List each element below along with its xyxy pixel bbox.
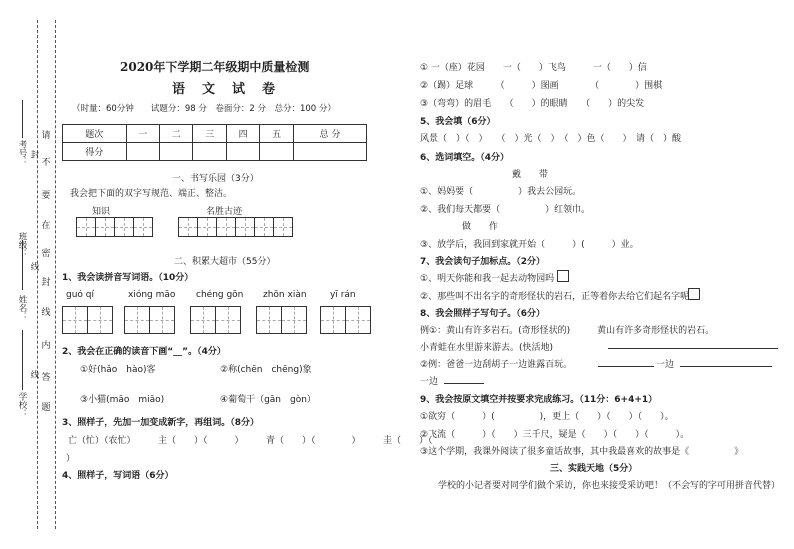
seal-char: 密 (41, 249, 51, 259)
score-cell[interactable] (293, 143, 366, 161)
pinyin-2: xióng māo (128, 290, 176, 300)
q6-sentence-1[interactable]: ①、妈妈要（ ）我去公园玩。 (420, 187, 582, 197)
binding-line-outer (37, 20, 38, 529)
q7-sentence-2: ②、那些叫不出名字的奇形怪状的岩石，正等着你去给它们起名字呢 (420, 292, 690, 302)
pinyin-answer-grid-3[interactable] (190, 306, 240, 334)
question-7: 7、我会读句子加标点。（2分） (420, 257, 546, 267)
seal-char: 要 (41, 191, 51, 201)
q2-item-1[interactable]: ①好(hǎo hào)客 (80, 365, 156, 375)
q8-example-2: 小青蛙在水里游来游去。(快活地) (420, 343, 554, 353)
section3-text: 学校的小记者要对同学们做个采访，你也来接受采访吧！（不会写的字可用拼音代替） (438, 481, 781, 491)
binding-line-inner (55, 20, 56, 529)
punctuation-box-1[interactable] (557, 270, 569, 282)
score-cell[interactable] (126, 143, 159, 161)
q9-sentence-3[interactable]: ③这个学期，我课外阅读了很多童话故事，其中我最喜欢的故事是《 》 (420, 447, 744, 457)
seal-char: 封 (41, 278, 51, 288)
name-label: 姓名： (17, 295, 27, 321)
side-mark: 线 (29, 262, 39, 271)
writing-grid-1[interactable] (76, 217, 152, 237)
q6-sentence-3[interactable]: ③、放学后，我回到家就开始（ ）( ）业。 (420, 240, 639, 250)
score-cell[interactable] (226, 143, 259, 161)
q8-answer-line-1[interactable] (608, 348, 778, 349)
q6-sentence-2[interactable]: ②、我们每天都要（ ）红领巾。 (420, 205, 591, 215)
seal-char: 答 (41, 373, 51, 383)
pinyin-5: yī rán (330, 290, 356, 300)
q7-sentence-1: ①、明天你能和我一起去动物园吗 (420, 274, 555, 284)
number-label: 考号： (17, 140, 27, 166)
q2-item-4[interactable]: ④葡萄干（gān gòn） (220, 395, 316, 405)
pinyin-3: chéng gōn (196, 290, 244, 300)
seal-char: 内 (41, 341, 51, 351)
score-header: 二 (160, 125, 193, 143)
q6-word-pair-2: 做 作 (462, 222, 499, 232)
score-header: 五 (260, 125, 293, 143)
seal-char: 请 (41, 131, 51, 141)
score-table (62, 124, 367, 161)
q8-example-1: 例①：黄山有许多岩石。(奇形怪状的) 黄山有许多奇形怪状的岩石。 (420, 326, 715, 336)
school-label: 学校： (17, 392, 27, 418)
section1-instruction: 我会把下面的双字写规范、端正、整洁。 (70, 189, 233, 199)
q9-sentence-2[interactable]: ②飞流（ ）（ ）三千尺，疑是（ ）（ ）（ ）。 (420, 430, 690, 440)
seal-char: 线 (41, 308, 51, 318)
q3-line-1[interactable]: 亡（忙）（农忙） 主（ ）（ ） 青（ ）（ ） 圭（ ）（ (68, 436, 433, 446)
side-mark: 线 (29, 370, 39, 379)
class-label: 班级： (17, 232, 27, 258)
pinyin-answer-grid-4[interactable] (256, 306, 306, 334)
score-header: 总 分 (293, 125, 366, 143)
exam-subject: 语 文 试 卷 (172, 82, 278, 97)
q8-example-3: ②例：爸爸一边刮胡子一边谁露百玩。 (420, 360, 573, 370)
exam-info: （时量：60分钟 试题分：98 分 卷面分：2 分 总分：100 分） (72, 104, 336, 114)
score-row-label: 得分 (63, 143, 127, 161)
writing-word-1: 知识 (92, 207, 111, 217)
q9-sentence-1[interactable]: ①欲穷（ ）( )，更上（ ）（ ）（ ）。 (420, 412, 674, 422)
score-header: 四 (226, 125, 259, 143)
score-cell[interactable] (260, 143, 293, 161)
question-2: 2、我会在正确的读音下画“__”。（4分） (62, 347, 226, 357)
question-4: 4、照样子，写词语（6分） (62, 471, 174, 481)
section3-title: 三、实践天地（5分） (550, 464, 638, 474)
score-cell[interactable] (193, 143, 226, 161)
section2-title: 二、积累大超市（55分） (174, 257, 276, 267)
q3-line-2[interactable]: ） (66, 454, 76, 464)
q2-item-2[interactable]: ②称(chēn chēng)象 (220, 365, 312, 375)
seal-char: 题 (41, 403, 51, 413)
question-1: 1、我会读拼音写词语。（10分） (62, 273, 194, 283)
right-line-2[interactable]: ②（踢）足球 （ ）图画 （ ）围棋 (420, 81, 663, 91)
pinyin-4: zhōn xiàn (263, 290, 307, 300)
score-header: 题次 (63, 125, 127, 143)
writing-word-2: 名胜古迹 (206, 207, 243, 217)
question-8: 8、我会照样子写句子。（6分） (420, 309, 546, 319)
exam-title: 2020年下学期二年级期中质量检测 (120, 60, 310, 74)
right-line-1[interactable]: ① 一（座）花园 一（ ）飞鸟 一（ ）信 (420, 63, 647, 73)
right-line-3[interactable]: ③（弯弯）的眉毛 （ ）的眼睛 （ ）的尖发 (420, 99, 645, 109)
question-5: 5、我会填（6分） (420, 117, 496, 127)
seal-char: 不 (41, 158, 51, 168)
score-cell[interactable] (160, 143, 193, 161)
question-6: 6、选词填空。（4分） (420, 153, 510, 163)
q8-answer-line-2[interactable] (598, 366, 654, 367)
q5-line[interactable]: 风景（ ）（ ） （ ）光（ ） （ ）色（ ） 请（ ）酸 (420, 134, 682, 144)
q8-answer-line-4[interactable] (444, 383, 484, 384)
school-blank[interactable] (22, 330, 23, 390)
score-header: 三 (193, 125, 226, 143)
pinyin-1: guó qí (66, 290, 94, 300)
punctuation-box-2[interactable] (688, 288, 700, 300)
q8-yibian-1: 一边 (656, 360, 675, 370)
section1-title: 一、书写乐园（3分） (172, 174, 259, 184)
writing-grid-2[interactable] (178, 217, 292, 237)
number-blank[interactable] (22, 100, 23, 138)
question-3: 3、照样子，先加一加变成新字，再组词。（8分） (62, 418, 260, 428)
score-header: 一 (126, 125, 159, 143)
pinyin-answer-grid-1[interactable] (62, 306, 112, 334)
seal-char: 在 (41, 221, 51, 231)
side-mark: 封 (29, 150, 39, 159)
pinyin-answer-grid-5[interactable] (320, 306, 370, 334)
question-9: 9、我会按原文填空并按要求完成练习。（11分：6+4+1） (420, 395, 658, 405)
q8-yibian-2: 一边 (420, 377, 439, 387)
q8-answer-line-3[interactable] (680, 366, 772, 367)
q6-word-pair-1: 戴 带 (512, 170, 549, 180)
pinyin-answer-grid-2[interactable] (124, 306, 174, 334)
q2-item-3[interactable]: ③小猫(māo miāo) (80, 395, 165, 405)
